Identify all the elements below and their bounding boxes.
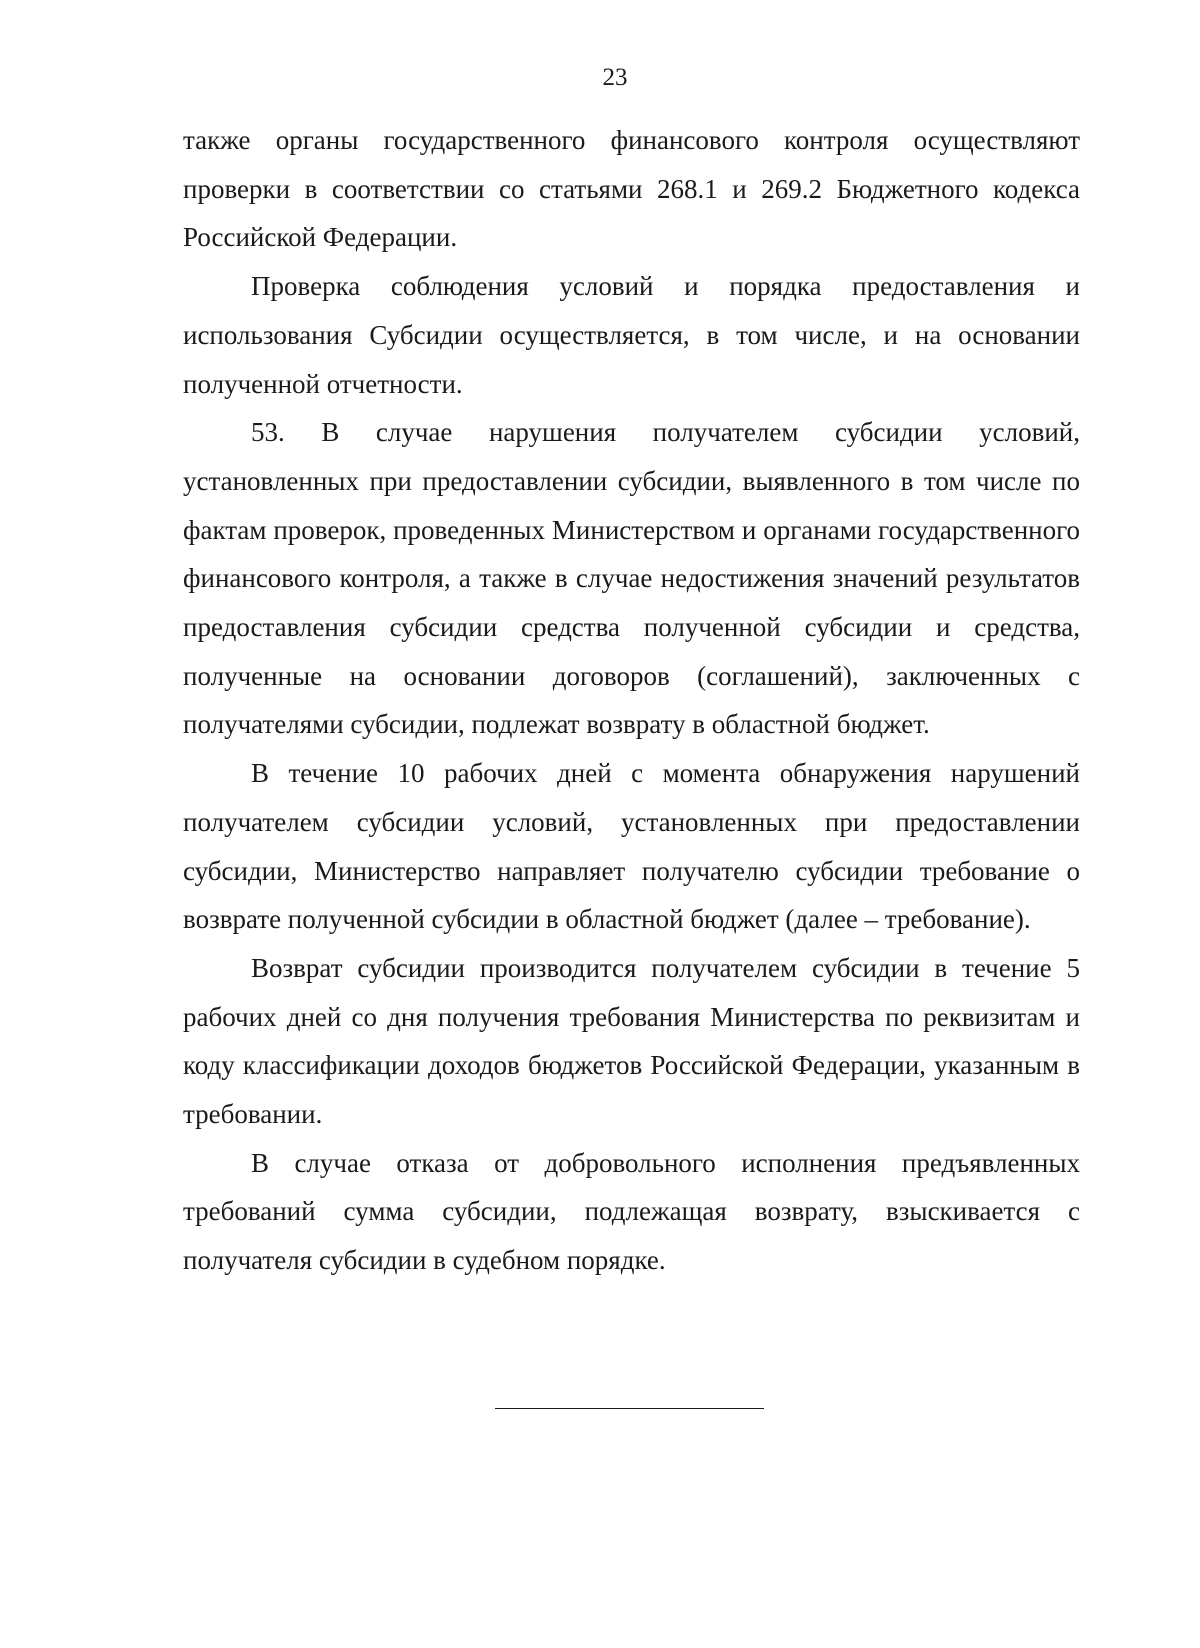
paragraph-verification: Проверка соблюдения условий и порядка предоставления и использования Субсидии осуществляется, в том числе, и на основании полученной отчетности. — [183, 271, 1080, 399]
paragraph-notice-deadline: В течение 10 рабочих дней с момента обнаружения нарушений получателем субсидии условий, установленных при предоставлении субсидии, Министерство направляет получателю субсидии требование о возврате полученной субсидии в областной бюджет (далее – требование). — [183, 758, 1080, 935]
paragraph-item-53: 53. В случае нарушения получателем субсидии условий, установленных при предоставлении субсидии, выявленного в том числе по фактам проверок, проведенных Министерством и органами государственного финансового контроля, а также в случае недостижения значений результатов предоставления субсидии средства полученной субсидии и средства, полученные на основании договоров (соглашений), заключенных с получателями субсидии, подлежат возврату в областной бюджет. — [183, 417, 1080, 740]
paragraph-continuation: также органы государственного финансового контроля осуществляют проверки в соответствии со статьями 268.1 и 269.2 Бюджетного кодекса Российской Федерации. — [183, 125, 1080, 253]
paragraph-court-recovery: В случае отказа от добровольного исполнения предъявленных требований сумма субсидии, подлежащая возврату, взыскивается с получателя субсидии в судебном порядке. — [183, 1147, 1080, 1276]
page-number: 23 — [602, 64, 628, 91]
paragraph-refund-term: Возврат субсидии производится получателем субсидии в течение 5 рабочих дней со дня получения требования Министерства по реквизитам и коду классификации доходов бюджетов Российской Федерации, указанным в требовании. — [183, 952, 1080, 1130]
document-body — [183, 116, 1080, 1285]
closing-divider-line — [495, 1408, 764, 1409]
